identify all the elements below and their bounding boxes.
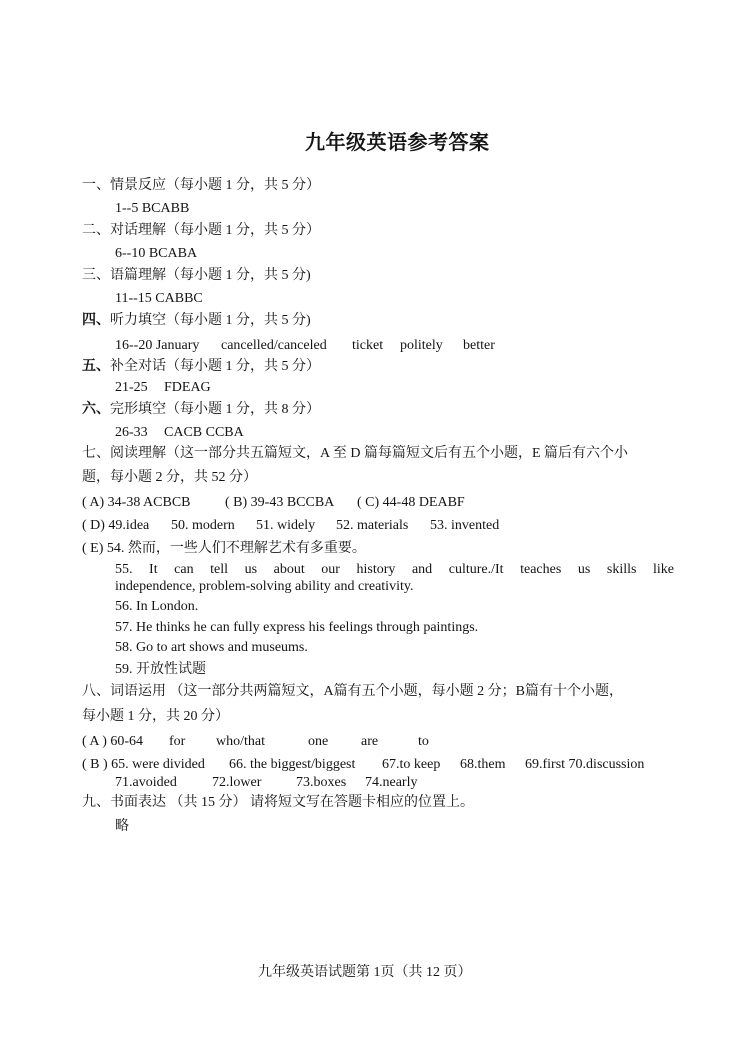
answer-item: 73.boxes xyxy=(296,775,347,790)
answer-item: CACB CCBA xyxy=(164,425,244,440)
answer-59: 59. 开放性试题 xyxy=(115,662,206,677)
answer-item: FDEAG xyxy=(164,380,211,395)
answer-item: ( A) 34-38 ACBCB xyxy=(82,495,191,510)
section-7-row-d xyxy=(0,517,756,535)
section-9-answer: 略 xyxy=(115,819,129,834)
section-1-title: 情景反应（每小题 1 分，共 5 分） xyxy=(110,178,320,193)
section-1-heading xyxy=(82,177,320,195)
section-2-heading xyxy=(82,222,320,240)
section-5-number: 五、 xyxy=(82,359,110,374)
section-4-number: 四、 xyxy=(82,313,110,328)
answer-item: 53. invented xyxy=(430,518,500,533)
section-6-answers xyxy=(0,424,756,442)
answer-item: 69.first 70.discussion xyxy=(525,757,645,772)
answer-item: for xyxy=(169,734,186,749)
section-3-title: 语篇理解（每小题 1 分，共 5 分) xyxy=(110,268,311,283)
section-8-heading xyxy=(82,683,623,701)
answer-item: ( B) 39-43 BCCBA xyxy=(225,495,335,510)
section-9-heading xyxy=(82,794,474,812)
answer-item: ( B ) 65. were divided xyxy=(82,757,205,772)
answer-item: 74.nearly xyxy=(365,775,418,790)
answer-item: politely xyxy=(400,338,443,353)
section-4-heading xyxy=(82,312,311,330)
answer-item: to xyxy=(418,734,429,749)
section-7-row-abc xyxy=(0,494,756,512)
page-title: 九年级英语参考答案 xyxy=(305,132,490,154)
section-8-row-b2 xyxy=(0,774,756,792)
section-4-title: 听力填空（每小题 1 分，共 5 分) xyxy=(110,313,311,328)
answer-item: 68.them xyxy=(460,757,506,772)
answer-range: ( A ) 60-64 xyxy=(82,734,144,749)
section-3-number: 三、 xyxy=(82,268,110,283)
answer-item: 51. widely xyxy=(256,518,316,533)
section-9-title: 书面表达 （共 15 分） 请将短文写在答题卡相应的位置上。 xyxy=(110,795,474,810)
answer-item: who/that xyxy=(216,734,265,749)
answer-range: 26-33 xyxy=(115,425,148,440)
answer-57: 57. He thinks he can fully express his feelings through paintings. xyxy=(115,620,479,635)
section-8-number: 八、 xyxy=(82,684,110,699)
answer-item: 66. the biggest/biggest xyxy=(229,757,356,772)
answer-item: 50. modern xyxy=(171,518,235,533)
section-6-title: 完形填空（每小题 1 分，共 8 分） xyxy=(110,402,320,417)
answer-item: ( D) 49.idea xyxy=(82,518,150,533)
answer-range: 21-25 xyxy=(115,380,148,395)
section-2-number: 二、 xyxy=(82,223,110,238)
section-8-title-line-2: 每小题 1 分，共 20 分） xyxy=(82,709,229,724)
answer-item: one xyxy=(308,734,329,749)
section-1-number: 一、 xyxy=(82,178,110,193)
answer-item: ( C) 44-48 DEABF xyxy=(357,495,465,510)
section-3-answer: 11--15 CABBC xyxy=(115,291,203,306)
section-7-title-line-1: 阅读理解（这一部分共五篇短文，A 至 D 篇每篇短文后有五个小题，E 篇后有六个小 xyxy=(110,446,628,461)
section-8-row-b1 xyxy=(0,756,756,774)
section-5-answers xyxy=(0,379,756,397)
page-footer: 九年级英语试题第 1页（共 12 页） xyxy=(258,965,472,980)
section-6-heading xyxy=(82,401,320,419)
section-5-title: 补全对话（每小题 1 分，共 5 分） xyxy=(110,359,320,374)
section-8-title-line-1: 词语运用 （这一部分共两篇短文，A篇有五个小题，每小题 2 分；B篇有十个小题， xyxy=(110,684,623,699)
answer-58: 58. Go to art shows and museums. xyxy=(115,640,308,655)
section-4-answers xyxy=(0,337,756,355)
answer-item: ticket xyxy=(352,338,384,353)
section-3-heading xyxy=(82,267,311,285)
section-2-title: 对话理解（每小题 1 分，共 5 分） xyxy=(110,223,320,238)
answer-item: 71.avoided xyxy=(115,775,177,790)
section-7-title-line-2: 题，每小题 2 分，共 52 分） xyxy=(82,470,257,485)
answer-item: 52. materials xyxy=(336,518,409,533)
section-7-number: 七、 xyxy=(82,446,110,461)
section-8-row-a xyxy=(0,733,756,751)
answer-item: 16--20 January xyxy=(115,338,200,353)
section-2-answer: 6--10 BCABA xyxy=(115,246,198,261)
answer-item: 67.to keep xyxy=(382,757,441,772)
answer-54: ( E) 54. 然而，一些人们不理解艺术有多重要。 xyxy=(82,541,366,556)
section-7-heading xyxy=(82,445,628,463)
answer-item: 72.lower xyxy=(212,775,262,790)
section-5-heading xyxy=(82,358,320,376)
section-9-number: 九、 xyxy=(82,795,110,810)
answer-56: 56. In London. xyxy=(115,599,199,614)
answer-item: are xyxy=(361,734,379,749)
section-6-number: 六、 xyxy=(82,402,110,417)
answer-item: better xyxy=(463,338,495,353)
answer-55-line-1: 55. It can tell us about our history and culture./It teaches us skills like xyxy=(115,562,674,577)
section-1-answer: 1--5 BCABB xyxy=(115,201,190,216)
answer-55-line-2: independence, problem-solving ability and creativity. xyxy=(115,579,414,594)
answer-item: cancelled/canceled xyxy=(221,338,327,353)
